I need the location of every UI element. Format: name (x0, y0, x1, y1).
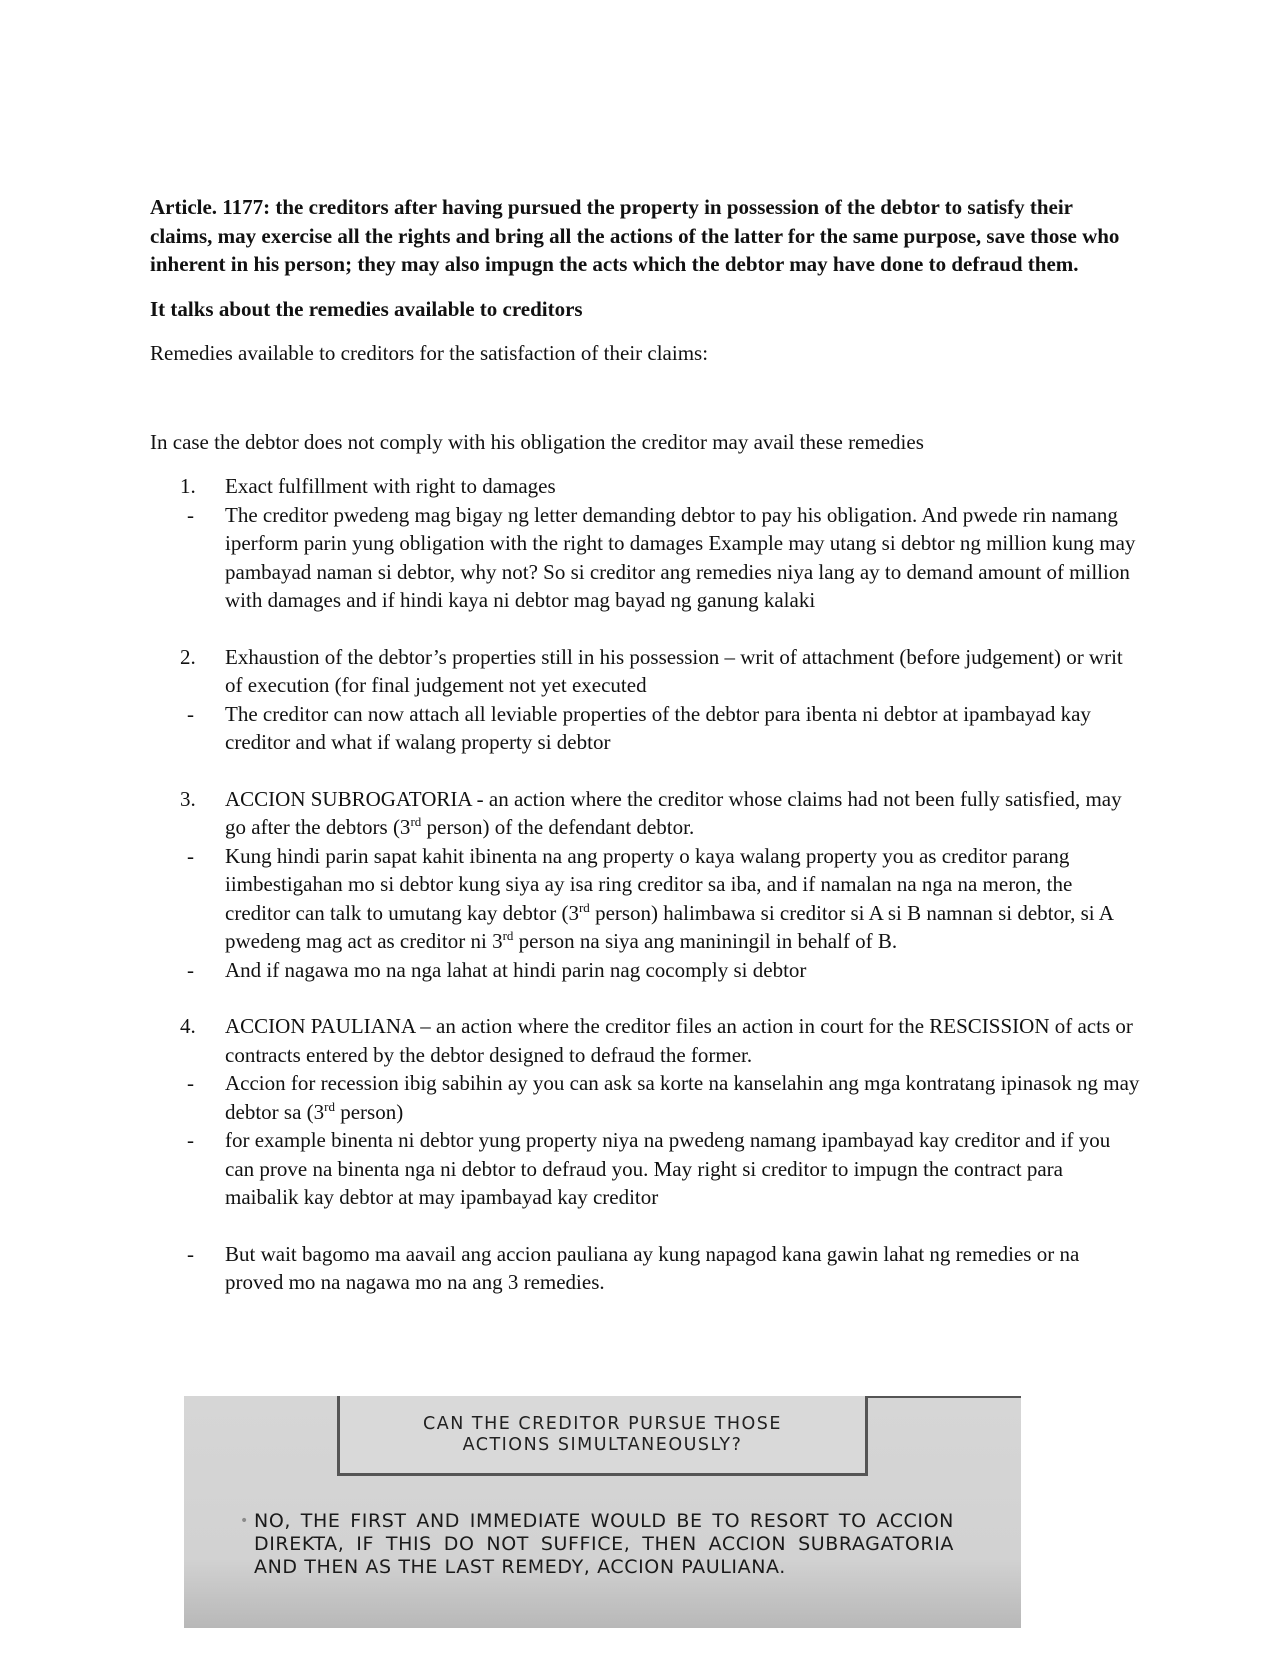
item-number: 3. (180, 786, 196, 811)
item-title: ACCION PAULIANA – an action where the creditor files an action in court for the RESCISSION of acts or contracts entered by the debtor designed to defraud the former. (225, 1014, 1133, 1067)
note-text: And if nagawa mo na nga lahat at hindi parin nag cocomply si debtor (225, 957, 807, 982)
dash-marker: - (187, 957, 194, 982)
list-item-2 (150, 643, 1140, 700)
superscript: rd (578, 899, 590, 915)
note-text: The creditor can now attach all leviable properties of the debtor para ibenta ni debtor at ipambayad kay creditor and what if walang property si debtor (225, 701, 1091, 754)
list-note (150, 1240, 1140, 1297)
remedies-intro: Remedies available to creditors for the satisfaction of their claims: (150, 341, 709, 365)
item-number: 2. (180, 644, 196, 669)
item-title: Exact fulfillment with right to damages (225, 474, 556, 498)
list-item-3 (150, 785, 1140, 842)
slide-answer (240, 1510, 954, 1579)
title-part: ACCION SUBROGATORIA - an action where the creditor whose claims had not been fully satisfied, may go after the debtors (3 (225, 786, 1122, 839)
superscript: rd (410, 814, 422, 829)
note-text (225, 842, 1140, 956)
dash-marker: - (187, 502, 194, 527)
note-part: person) (334, 1099, 404, 1124)
item-title (225, 785, 1140, 842)
note-part: person) halimbawa si creditor si A si B namnan si debtor, si A pwedeng mag act as creditor ni 3 (225, 900, 1113, 953)
list-note (150, 956, 1140, 985)
note-text (225, 1069, 1140, 1126)
note-part: Kung hindi parin sapat kahit ibinenta na ang property o kaya walang property you as creditor parang iimbestigahan mo si debtor kung siya ay isa ring creditor sa iba, and if namalan na nga na meron, the creditor can talk to umutang kay debtor (3 (225, 843, 1073, 925)
document-body (150, 193, 1140, 1297)
title-part: person) of the defendant debtor. (421, 815, 695, 839)
dash-marker: - (187, 1071, 194, 1095)
dash-marker: - (187, 701, 194, 726)
superscript: rd (324, 1098, 335, 1114)
item-title: Exhaustion of the debtor’s properties still in his possession – writ of attachment (before judgement) or writ of execution (for final judgement not yet executed (225, 644, 1123, 697)
dash-marker: - (187, 843, 194, 868)
slide-question-box (337, 1396, 868, 1476)
list-note (150, 700, 1140, 757)
list-note (150, 842, 1140, 956)
list-item-4 (150, 1012, 1140, 1069)
list-item-1 (150, 472, 1140, 501)
list-note (150, 1126, 1140, 1212)
list-note (150, 501, 1140, 615)
note-part: person na siya ang maniningil in behalf of B. (513, 929, 898, 953)
item-number: 1. (180, 474, 196, 498)
note-text: for example binenta ni debtor yung property niya na pwedeng namang ipambayad kay creditor and if you can prove na binenta nga ni debtor to defraud you. May right si creditor to impugn the contract para maibalik kay debtor at may ipambayad kay creditor (225, 1128, 1111, 1209)
embedded-slide-image (184, 1396, 1021, 1628)
dash-marker: - (187, 1241, 194, 1266)
article-text: Article. 1177: the creditors after having pursued the property in possession of the debtor to satisfy their claims, may exercise all the rights and bring all the actions of the latter for the same purpose, save those who inherent in his person; they may also impugn the acts which the debtor may have done to defraud them. (150, 195, 1120, 276)
note-part: Accion for recession ibig sabihin ay you can ask sa korte na kanselahin ang mga kontratang ipinasok ng may debtor sa (3 (225, 1071, 1140, 1124)
slide-top-rule (868, 1396, 1021, 1398)
slide-answer-text: NO, THE FIRST AND IMMEDIATE WOULD BE TO RESORT TO ACCION DIREKTA, IF THIS DO NOT SUFFICE, THEN ACCION SUBRAGATORIA AND THEN AS THE LAST REMEDY, ACCION PAULIANA. (254, 1510, 954, 1578)
case-intro: In case the debtor does not comply with his obligation the creditor may avail these remedies (150, 429, 924, 454)
note-text: But wait bagomo ma aavail ang accion pauliana ay kung napagod kana gawin lahat ng remedies or na proved mo na nagawa mo na ang 3 remedies. (225, 1241, 1080, 1294)
list-note (150, 1069, 1140, 1126)
slide-question: CAN THE CREDITOR PURSUE THOSE ACTIONS SIMULTANEOUSLY? (423, 1413, 782, 1455)
dash-marker: - (187, 1128, 194, 1152)
note-text: The creditor pwedeng mag bigay ng letter demanding debtor to pay his obligation. And pwede rin namang iperform parin yung obligation with the right to damages Example may utang si debtor ng million kung may pambayad naman si debtor, why not? So si creditor ang remedies niya lang ay to demand amount of million with damages and if hindi kaya ni debtor mag bayad ng ganung kalaki (225, 502, 1136, 612)
subtitle: It talks about the remedies available to creditors (150, 296, 583, 321)
bullet-dot: • (240, 1513, 249, 1529)
item-number: 4. (180, 1014, 196, 1038)
superscript: rd (502, 928, 514, 943)
